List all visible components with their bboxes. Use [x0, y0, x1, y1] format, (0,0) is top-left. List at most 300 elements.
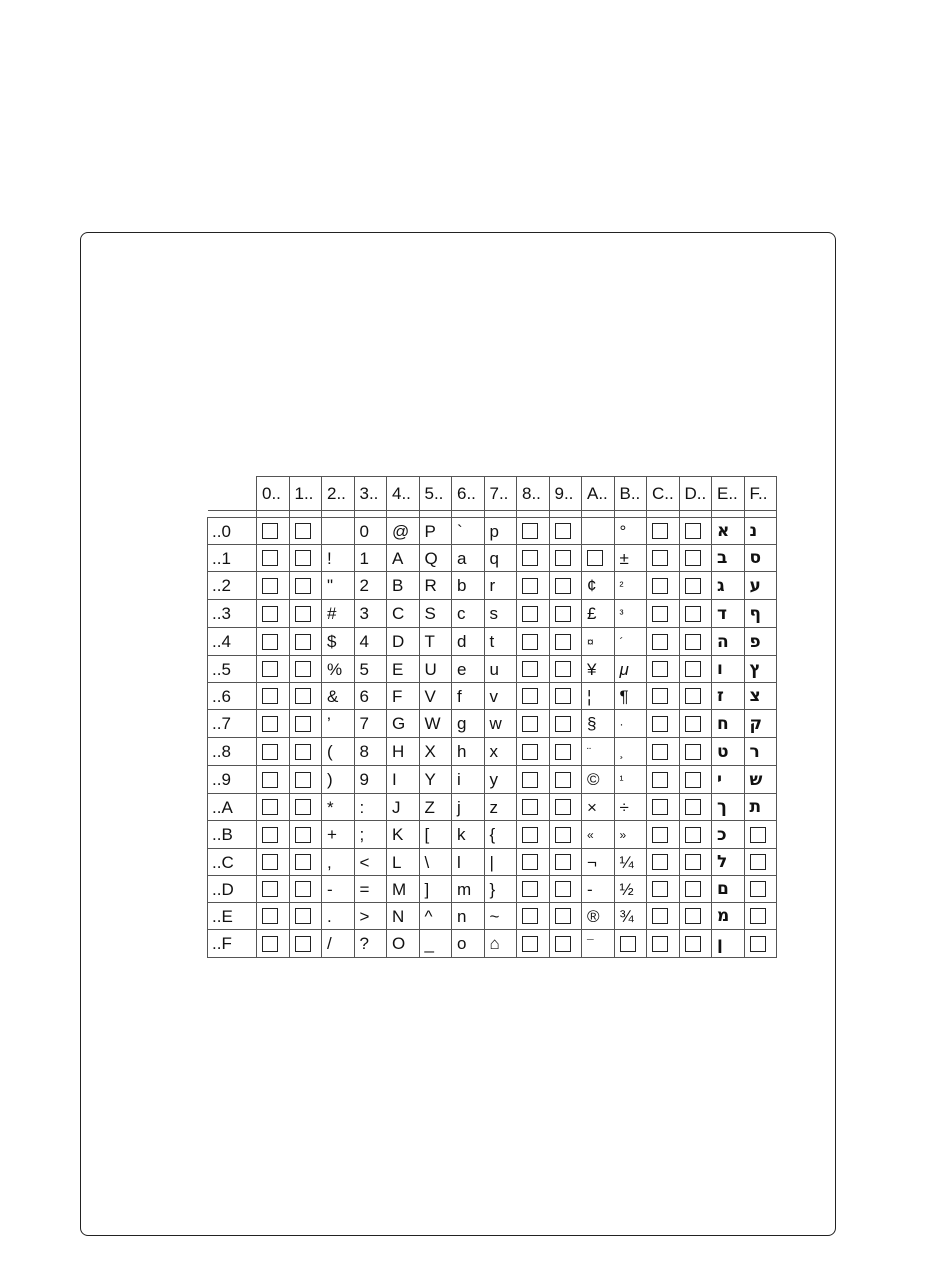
empty-box-glyph [652, 827, 668, 843]
empty-box-glyph [555, 827, 571, 843]
char-cell [387, 876, 420, 903]
char-cell [712, 849, 745, 876]
char-glyph: א [717, 521, 730, 541]
char-glyph: V [424, 686, 436, 706]
char-glyph: M [392, 879, 407, 899]
char-glyph: ע [749, 575, 761, 596]
undefined-char-box [257, 930, 290, 958]
empty-box-glyph [295, 606, 311, 622]
empty-box-glyph [522, 688, 538, 704]
char-glyph: ® [587, 906, 600, 926]
char-cell [712, 545, 745, 572]
char-glyph: L [392, 852, 402, 872]
row-header: ..9 [208, 766, 257, 794]
empty-box-glyph [620, 936, 636, 952]
char-cell [387, 849, 420, 876]
empty-box-glyph [652, 799, 668, 815]
char-glyph: ½ [619, 879, 634, 899]
empty-box-glyph [555, 578, 571, 594]
column-header: 3.. [354, 477, 387, 511]
char-cell [614, 766, 647, 794]
char-cell [484, 794, 517, 821]
char-glyph: B [392, 576, 404, 595]
char-cell [354, 628, 387, 656]
char-cell [582, 738, 615, 766]
char-glyph: D [392, 632, 405, 651]
char-cell [387, 572, 420, 600]
char-cell [452, 794, 485, 821]
char-cell [354, 903, 387, 930]
table-row [208, 876, 777, 903]
char-glyph: » [619, 828, 627, 842]
table-row [208, 794, 777, 821]
empty-box-glyph [295, 936, 311, 952]
column-header: 5.. [419, 477, 452, 511]
char-glyph: ] [424, 879, 430, 899]
empty-box-glyph [555, 661, 571, 677]
char-cell [614, 738, 647, 766]
row-header: ..E [208, 903, 257, 930]
char-glyph: O [392, 934, 406, 953]
char-cell [452, 628, 485, 656]
undefined-char-box [289, 518, 322, 545]
undefined-char-box [289, 628, 322, 656]
char-cell [712, 656, 745, 683]
empty-box-glyph [555, 799, 571, 815]
char-cell [322, 600, 355, 628]
empty-box-glyph [555, 523, 571, 539]
char-glyph: ¾ [619, 906, 634, 926]
char-cell [712, 600, 745, 628]
undefined-char-box [517, 683, 550, 710]
char-glyph: ג [717, 575, 725, 596]
empty-box-glyph [750, 936, 766, 952]
undefined-char-box [549, 628, 582, 656]
table-row [208, 683, 777, 710]
char-glyph: } [489, 879, 496, 899]
empty-box-glyph [262, 578, 278, 594]
char-glyph: | [489, 852, 494, 872]
table-row [208, 545, 777, 572]
char-glyph: a [457, 548, 467, 568]
char-cell [614, 518, 647, 545]
undefined-char-box [289, 572, 322, 600]
char-glyph: W [424, 714, 441, 733]
undefined-char-box [647, 821, 680, 849]
char-glyph: ו [717, 659, 723, 679]
char-glyph: ^ [424, 906, 433, 926]
char-cell [614, 683, 647, 710]
char-cell [354, 849, 387, 876]
char-glyph: ם [717, 879, 729, 899]
table-row [208, 656, 777, 683]
char-cell [354, 545, 387, 572]
char-cell [354, 710, 387, 738]
empty-box-glyph [685, 908, 701, 924]
empty-box-glyph [587, 550, 603, 566]
empty-box-glyph [262, 661, 278, 677]
char-glyph: פ [749, 631, 761, 652]
undefined-char-box [549, 545, 582, 572]
undefined-char-box [647, 518, 680, 545]
char-glyph: C [392, 604, 405, 623]
char-glyph: % [327, 659, 343, 679]
empty-box-glyph [522, 908, 538, 924]
column-header: E.. [712, 477, 745, 511]
undefined-char-box [289, 683, 322, 710]
char-cell [419, 794, 452, 821]
row-header: ..D [208, 876, 257, 903]
char-glyph: " [327, 576, 334, 595]
empty-box-glyph [652, 661, 668, 677]
char-glyph: י [717, 769, 723, 790]
char-glyph: * [327, 797, 334, 817]
char-cell [354, 600, 387, 628]
char-glyph: o [457, 934, 467, 953]
row-header: ..6 [208, 683, 257, 710]
empty-box-glyph [685, 716, 701, 732]
empty-box-glyph [750, 827, 766, 843]
char-glyph: n [457, 906, 467, 926]
undefined-char-box [517, 518, 550, 545]
char-glyph: Q [424, 548, 438, 568]
char-cell [387, 821, 420, 849]
char-glyph: ש [749, 769, 763, 790]
empty-box-glyph [555, 908, 571, 924]
table-row [208, 572, 777, 600]
undefined-char-box [679, 710, 712, 738]
char-cell [712, 683, 745, 710]
empty-box-glyph [652, 716, 668, 732]
table-row [208, 766, 777, 794]
empty-box-glyph [652, 881, 668, 897]
char-cell [322, 876, 355, 903]
table-row [208, 930, 777, 958]
column-header: C.. [647, 477, 680, 511]
empty-box-glyph [652, 688, 668, 704]
table-row [208, 518, 777, 545]
empty-box-glyph [262, 799, 278, 815]
char-glyph: g [457, 714, 467, 733]
undefined-char-box [679, 683, 712, 710]
row-header: ..4 [208, 628, 257, 656]
char-cell [354, 656, 387, 683]
char-glyph: J [392, 797, 401, 817]
char-glyph: q [489, 548, 499, 568]
char-glyph: I [392, 770, 397, 789]
undefined-char-box [289, 903, 322, 930]
char-cell [322, 821, 355, 849]
char-glyph: : [359, 797, 365, 817]
char-cell [322, 794, 355, 821]
char-glyph: e [457, 659, 467, 679]
char-cell [484, 849, 517, 876]
empty-box-glyph [555, 854, 571, 870]
empty-box-glyph [295, 744, 311, 760]
char-glyph: . [327, 906, 332, 926]
corner-cell [208, 477, 257, 511]
empty-box-glyph [685, 550, 701, 566]
undefined-char-box [257, 545, 290, 572]
char-cell [322, 518, 355, 545]
char-glyph: v [489, 686, 498, 706]
undefined-char-box [289, 849, 322, 876]
char-cell [582, 821, 615, 849]
char-cell [744, 572, 777, 600]
empty-box-glyph [522, 716, 538, 732]
char-cell [452, 766, 485, 794]
undefined-char-box [679, 628, 712, 656]
empty-box-glyph [685, 606, 701, 622]
char-cell [322, 572, 355, 600]
char-glyph: £ [587, 604, 597, 623]
char-glyph: μ [619, 659, 629, 679]
char-cell [582, 600, 615, 628]
column-header: 7.. [484, 477, 517, 511]
empty-box-glyph [750, 881, 766, 897]
undefined-char-box [647, 738, 680, 766]
char-glyph: ץ [749, 659, 761, 679]
char-cell [419, 683, 452, 710]
undefined-char-box [289, 600, 322, 628]
char-glyph: & [327, 686, 339, 706]
char-glyph: w [489, 714, 502, 733]
char-glyph: 3 [359, 604, 369, 623]
char-glyph: P [424, 521, 436, 541]
undefined-char-box [549, 766, 582, 794]
char-glyph: > [359, 906, 370, 926]
char-glyph: ` [457, 521, 463, 541]
char-cell [582, 876, 615, 903]
char-glyph: ⌂ [489, 934, 500, 953]
char-glyph: 0 [359, 521, 369, 541]
char-glyph: < [359, 852, 370, 872]
empty-box-glyph [262, 936, 278, 952]
char-glyph: 9 [359, 770, 369, 789]
char-glyph: § [587, 714, 597, 733]
empty-box-glyph [685, 578, 701, 594]
char-glyph: 2 [359, 576, 369, 595]
char-cell [419, 738, 452, 766]
empty-box-glyph [262, 827, 278, 843]
char-cell [452, 545, 485, 572]
char-cell [712, 766, 745, 794]
empty-box-glyph [750, 854, 766, 870]
char-cell [419, 903, 452, 930]
char-glyph: ן [717, 933, 723, 954]
char-cell [419, 545, 452, 572]
char-glyph: 1 [359, 548, 369, 568]
char-glyph: ¬ [587, 852, 597, 872]
undefined-char-box [549, 600, 582, 628]
row-header: ..C [208, 849, 257, 876]
undefined-char-box [744, 930, 777, 958]
empty-box-glyph [555, 881, 571, 897]
column-header: 8.. [517, 477, 550, 511]
char-glyph: ¸ [619, 745, 624, 759]
char-cell [484, 930, 517, 958]
char-glyph: / [327, 934, 332, 953]
char-cell [744, 738, 777, 766]
char-cell [582, 903, 615, 930]
undefined-char-box [647, 572, 680, 600]
undefined-char-box [289, 766, 322, 794]
char-cell [452, 930, 485, 958]
char-glyph: [ [424, 825, 430, 844]
undefined-char-box [647, 628, 680, 656]
char-glyph: 8 [359, 742, 369, 761]
column-header: 2.. [322, 477, 355, 511]
column-header: 6.. [452, 477, 485, 511]
char-glyph: @ [392, 521, 410, 541]
undefined-char-box [257, 903, 290, 930]
char-glyph: y [489, 770, 498, 789]
char-cell [452, 656, 485, 683]
char-cell [387, 600, 420, 628]
empty-box-glyph [555, 550, 571, 566]
char-glyph: ד [717, 603, 727, 624]
empty-box-glyph [652, 908, 668, 924]
empty-box-glyph [295, 550, 311, 566]
char-cell [614, 794, 647, 821]
char-glyph: i [457, 770, 461, 789]
char-cell [322, 766, 355, 794]
row-header: ..1 [208, 545, 257, 572]
empty-box-glyph [652, 936, 668, 952]
char-glyph: d [457, 632, 467, 651]
char-glyph: r [489, 576, 496, 595]
char-cell [712, 903, 745, 930]
char-glyph: ? [359, 934, 369, 953]
char-glyph: 5 [359, 659, 369, 679]
empty-box-glyph [555, 688, 571, 704]
char-glyph: f [457, 686, 462, 706]
undefined-char-box [257, 849, 290, 876]
char-cell [387, 794, 420, 821]
char-cell [484, 903, 517, 930]
char-glyph: { [489, 825, 496, 844]
empty-box-glyph [555, 634, 571, 650]
char-glyph: k [457, 825, 466, 844]
undefined-char-box [744, 876, 777, 903]
undefined-char-box [744, 849, 777, 876]
char-glyph: צ [749, 686, 761, 706]
empty-box-glyph [522, 936, 538, 952]
char-cell [387, 930, 420, 958]
char-cell [744, 628, 777, 656]
empty-box-glyph [262, 908, 278, 924]
char-cell [484, 821, 517, 849]
char-cell [354, 572, 387, 600]
empty-box-glyph [685, 744, 701, 760]
char-glyph: Y [424, 770, 436, 789]
header-spacer-row [208, 511, 777, 518]
undefined-char-box [257, 766, 290, 794]
char-cell [484, 656, 517, 683]
undefined-char-box [289, 738, 322, 766]
row-header: ..5 [208, 656, 257, 683]
char-cell [419, 766, 452, 794]
column-header: 0.. [257, 477, 290, 511]
empty-box-glyph [652, 578, 668, 594]
char-glyph: ¨ [587, 745, 591, 759]
undefined-char-box [549, 683, 582, 710]
char-glyph: מ [717, 906, 730, 926]
char-glyph: _ [424, 934, 434, 953]
table-row [208, 903, 777, 930]
char-glyph: ט [717, 741, 729, 762]
char-cell [419, 572, 452, 600]
char-cell [387, 710, 420, 738]
undefined-char-box [257, 821, 290, 849]
undefined-char-box [257, 656, 290, 683]
char-cell [419, 876, 452, 903]
empty-box-glyph [555, 936, 571, 952]
char-cell [322, 656, 355, 683]
char-glyph: ¢ [587, 576, 597, 595]
char-glyph: 4 [359, 632, 369, 651]
char-cell [387, 766, 420, 794]
empty-box-glyph [295, 854, 311, 870]
char-cell [614, 656, 647, 683]
char-glyph: A [392, 548, 404, 568]
empty-box-glyph [685, 523, 701, 539]
char-glyph: l [457, 852, 461, 872]
undefined-char-box [679, 738, 712, 766]
undefined-char-box [257, 794, 290, 821]
undefined-char-box [517, 766, 550, 794]
empty-box-glyph [295, 634, 311, 650]
char-glyph: כ [717, 824, 727, 845]
char-cell [322, 738, 355, 766]
undefined-char-box [647, 876, 680, 903]
empty-box-glyph [522, 578, 538, 594]
empty-box-glyph [295, 716, 311, 732]
char-glyph: \ [424, 852, 430, 872]
undefined-char-box [647, 600, 680, 628]
undefined-char-box [257, 600, 290, 628]
char-glyph: ך [717, 797, 727, 817]
char-glyph: # [327, 604, 337, 623]
undefined-char-box [517, 794, 550, 821]
column-header: D.. [679, 477, 712, 511]
undefined-char-box [679, 903, 712, 930]
undefined-char-box [679, 849, 712, 876]
char-glyph: j [457, 797, 461, 817]
char-cell [322, 683, 355, 710]
empty-box-glyph [750, 908, 766, 924]
char-glyph: ¶ [619, 686, 629, 706]
empty-box-glyph [522, 661, 538, 677]
column-header: F.. [744, 477, 777, 511]
char-cell [322, 710, 355, 738]
char-cell [614, 821, 647, 849]
char-cell [712, 930, 745, 958]
char-cell [484, 572, 517, 600]
undefined-char-box [257, 683, 290, 710]
char-glyph: G [392, 714, 406, 733]
empty-box-glyph [522, 744, 538, 760]
empty-box-glyph [555, 606, 571, 622]
char-cell [744, 710, 777, 738]
char-cell [582, 572, 615, 600]
char-cell [322, 628, 355, 656]
char-glyph: Z [424, 797, 435, 817]
char-glyph: c [457, 604, 466, 623]
char-glyph: z [489, 797, 498, 817]
undefined-char-box [679, 656, 712, 683]
char-cell [354, 738, 387, 766]
